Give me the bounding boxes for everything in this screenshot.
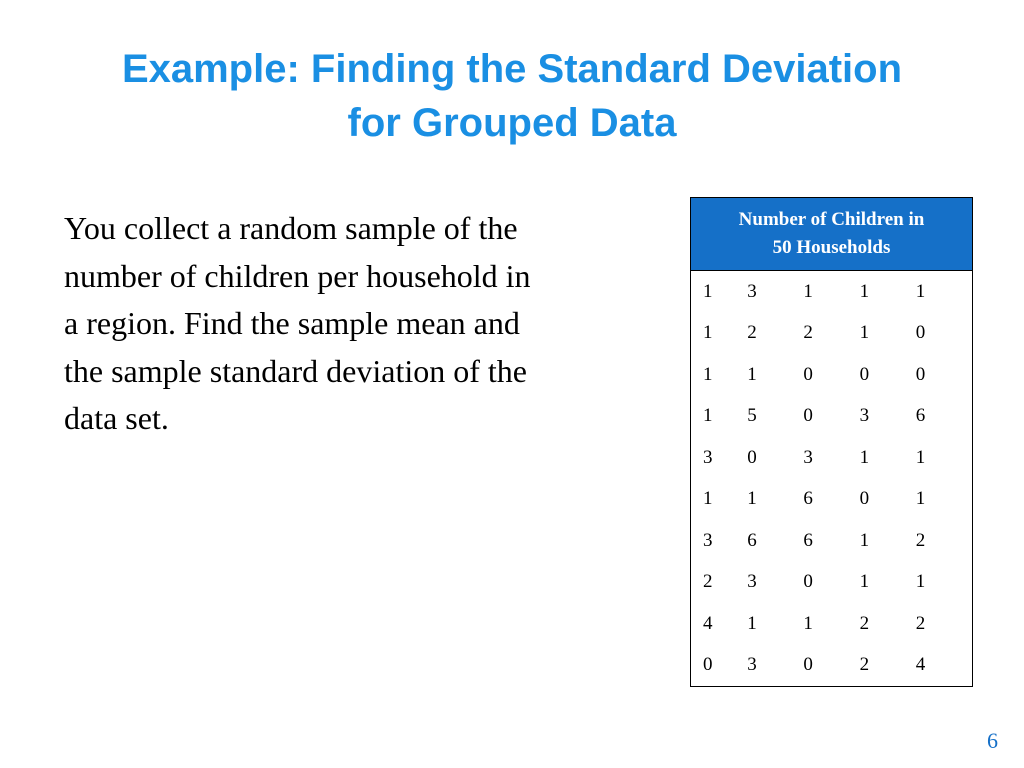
table-cell: 3 <box>703 446 713 468</box>
table-cell: 1 <box>859 529 870 551</box>
table-cell: 3 <box>703 529 713 551</box>
table-row <box>691 396 973 438</box>
problem-statement-line: the sample standard deviation of the <box>64 352 527 389</box>
table-row <box>691 354 973 396</box>
problem-statement-line: You collect a random sample of the <box>64 210 518 246</box>
table-cell: 1 <box>859 446 870 468</box>
problem-statement-line: number of children per household in <box>64 257 531 294</box>
table-cell: 2 <box>915 529 926 551</box>
table-cell: 0 <box>915 363 926 385</box>
table-header-line-2: 50 Households <box>772 237 891 258</box>
table-cell: 3 <box>747 654 757 676</box>
table-cell: 2 <box>859 612 870 634</box>
table-cell: 0 <box>703 654 713 676</box>
table-cell: 6 <box>803 488 813 510</box>
table-cell: 4 <box>915 654 926 676</box>
table-cell: 2 <box>747 322 757 344</box>
problem-statement-line: data set. <box>64 400 169 436</box>
table-cell: 1 <box>915 280 926 302</box>
table-row <box>691 479 973 521</box>
problem-statement <box>64 205 664 443</box>
table-cell: 1 <box>915 488 926 510</box>
table-row <box>691 271 973 313</box>
table-cell: 0 <box>803 405 813 427</box>
table-header-row <box>691 198 973 271</box>
children-data-table <box>690 197 973 687</box>
slide-title-line-2: for Grouped Data <box>347 101 677 145</box>
table-cell: 3 <box>747 280 757 302</box>
table-cell: 3 <box>859 405 870 427</box>
table-cell: 1 <box>703 363 713 385</box>
table-cell: 1 <box>915 571 926 593</box>
table-cell: 0 <box>915 322 926 344</box>
table-cell: 0 <box>859 488 870 510</box>
table-cell: 0 <box>803 654 813 676</box>
table-row <box>691 562 973 604</box>
table-cell: 2 <box>915 612 926 634</box>
table-cell: 0 <box>803 363 813 385</box>
table-cell: 1 <box>859 280 870 302</box>
slide-title <box>40 42 984 150</box>
table-cell: 6 <box>803 529 813 551</box>
table-cell: 0 <box>803 571 813 593</box>
table-cell: 2 <box>859 654 870 676</box>
table-cell: 1 <box>703 280 713 302</box>
table-cell: 4 <box>703 612 713 634</box>
table-cell: 1 <box>703 488 713 510</box>
table-cell: 1 <box>915 446 926 468</box>
page-number: 6 <box>987 728 998 753</box>
table-cell: 1 <box>859 322 870 344</box>
table-cell: 1 <box>747 363 757 385</box>
table-cell: 1 <box>747 488 757 510</box>
table-header <box>691 198 973 271</box>
table-cell: 6 <box>915 405 926 427</box>
table-row <box>691 313 973 355</box>
table-row <box>691 520 973 562</box>
table-cell: 1 <box>747 612 757 634</box>
table-body <box>691 271 973 687</box>
table-cell: 1 <box>803 280 813 302</box>
table-cell: 3 <box>803 446 813 468</box>
table-row <box>691 645 973 687</box>
table-cell: 1 <box>703 322 713 344</box>
table-cell: 1 <box>803 612 813 634</box>
table-row <box>691 603 973 645</box>
table-header-line-1: Number of Children in <box>738 209 925 230</box>
problem-statement-line: a region. Find the sample mean and <box>64 305 520 341</box>
table-cell: 1 <box>703 405 713 427</box>
table-cell: 0 <box>859 363 870 385</box>
table-cell: 3 <box>747 571 757 593</box>
table-cell: 6 <box>747 529 757 551</box>
table-cell: 1 <box>859 571 870 593</box>
slide-title-line-1: Example: Finding the Standard Deviation <box>121 47 903 91</box>
table-cell: 2 <box>703 571 713 593</box>
table-cell: 5 <box>747 405 757 427</box>
table-row <box>691 437 973 479</box>
table-cell: 0 <box>747 446 757 468</box>
table-cell: 2 <box>803 322 813 344</box>
